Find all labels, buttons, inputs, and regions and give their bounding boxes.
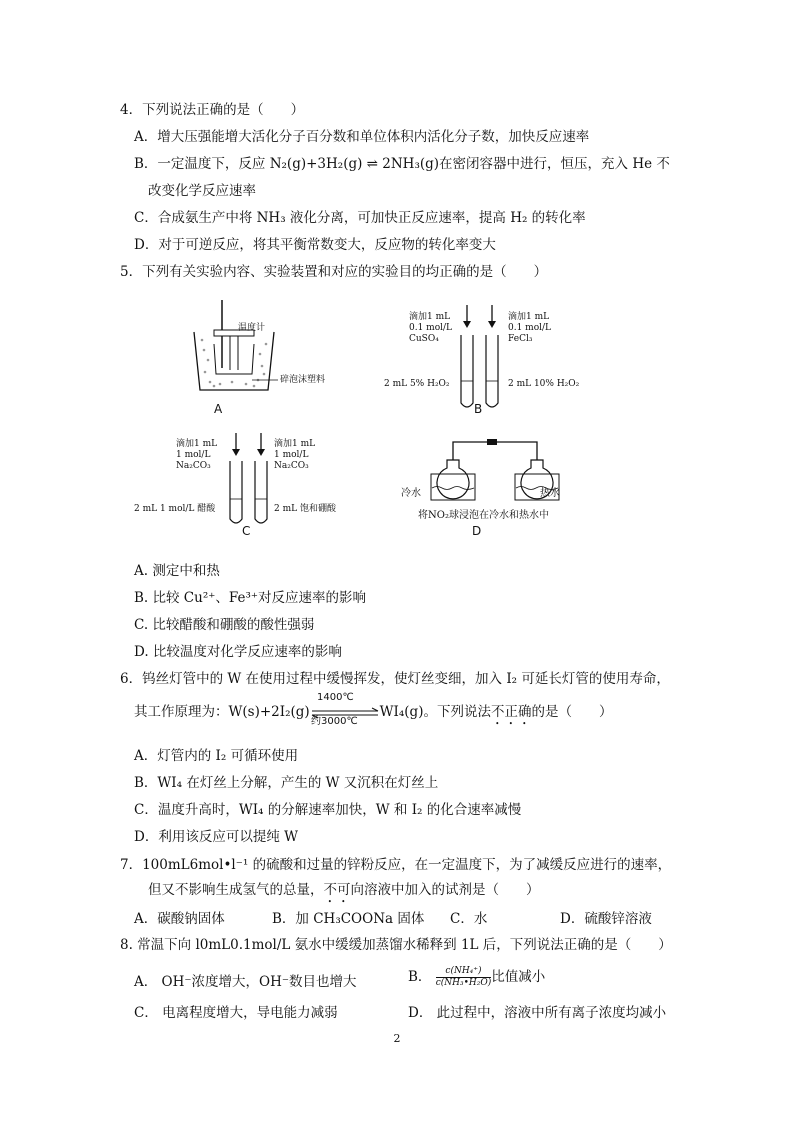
q7-stem-post: 向溶液中加入的试剂是（ ） [350, 882, 540, 898]
figure-d-caption: 将NO₂球浸泡在冷水和热水中 [418, 510, 549, 521]
figure-b-test-tubes [455, 305, 505, 415]
figure-c-left-solution: 2 mL 1 mol/L 醋酸 [134, 504, 216, 514]
figure-c-left-reagent: 滴加1 mL 1 mol/L Na₂CO₃ [176, 439, 218, 471]
q6-emphasis: 不正确 [490, 704, 532, 720]
q7-option-c: C．水 [450, 911, 488, 927]
q8-option-b [408, 966, 545, 989]
q6-stem-line2 [134, 703, 612, 728]
q6-option-c: C．温度升高时，WI₄ 的分解速率加快，W 和 I₂ 的化合速率减慢 [134, 802, 522, 818]
figure-c-label: C [242, 524, 251, 538]
q5-option-d: D. 比较温度对化学反应速率的影响 [134, 644, 342, 660]
q6-equation-left: 其工作原理为：W(s)+2I₂(g) [134, 704, 310, 720]
q6-equation-right: WI₄(g)。下列说法 [379, 704, 491, 720]
q4-option-c: C．合成氨生产中将 NH₃ 液化分离，可加快正反应速率，提高 H₂ 的转化率 [134, 210, 586, 226]
q6-stem-line1: 6．钨丝灯管中的 W 在使用过程中缓慢挥发，使灯丝变细，加入 I₂ 可延长灯管的使用寿命， [120, 671, 670, 687]
q6-option-a: A．灯管内的 I₂ 可循环使用 [134, 748, 299, 764]
q8-fraction-denominator: c(NH₃•H₂O) [435, 978, 492, 988]
figure-c-right-solution: 2 mL 饱和硼酸 [274, 504, 336, 514]
q8-stem: 8. 常温下向 l0mL0.1mol/L 氨水中缓缓加蒸馏水稀释到 1L 后，下列说法正确的是（ ） [120, 937, 672, 953]
q7-option-b: B．加 CH₃COONa 固体 [272, 911, 425, 927]
q8-option-b-text: 比值减小 [491, 969, 546, 985]
q6-condition-bottom: 约3000℃ [311, 716, 358, 727]
figure-b-label: B [474, 402, 483, 416]
q8-fraction [436, 966, 492, 989]
q8-option-d: D． 此过程中，溶液中所有离子浓度均减小 [408, 1005, 667, 1021]
figure-b-right-solution: 2 mL 10% H₂O₂ [508, 379, 580, 389]
figure-b-left-solution: 2 mL 5% H₂O₂ [384, 379, 450, 389]
figure-d-hot-water-label: 热水 [540, 488, 560, 499]
q7-option-d: D．硫酸锌溶液 [560, 911, 652, 927]
q4-option-b-line2: 改变化学反应速率 [148, 183, 256, 199]
q7-stem-line2 [148, 881, 540, 906]
q6-option-d: D．利用该反应可以提纯 W [134, 829, 298, 845]
q4-option-d: D．对于可逆反应，将其平衡常数变大，反应物的转化率变大 [134, 237, 496, 253]
q5-option-b: B. 比较 Cu²⁺、Fe³⁺对反应速率的影响 [134, 590, 367, 606]
figure-d-label: D [472, 524, 482, 538]
q7-stem-pre: 但又不影响生成氢气的总量， [148, 882, 324, 898]
figure-a-calorimeter [190, 300, 310, 410]
figure-b-left-reagent: 滴加1 mL 0.1 mol/L CuSO₄ [409, 312, 453, 344]
figure-c-test-tubes [224, 433, 274, 533]
figure-a-foam-label: 碎泡沫塑料 [280, 375, 326, 385]
figure-c-right-reagent: 滴加1 mL 1 mol/L Na₂CO₃ [274, 439, 316, 471]
q4-option-a: A．增大压强能增大活化分子百分数和单位体积内活化分子数，加快反应速率 [134, 129, 590, 145]
q6-option-b: B．WI₄ 在灯丝上分解，产生的 W 又沉积在灯丝上 [134, 775, 439, 791]
q6-condition-top: 1400℃ [317, 692, 354, 703]
q4-option-b-line1: B．一定温度下，反应 N₂(g)+3H₂(g) ⇌ 2NH₃(g)在密闭容器中进行，恒压，充入 He 不 [134, 156, 670, 172]
q8-fraction-numerator: c(NH₄⁺) [436, 966, 492, 978]
q4-stem: 4．下列说法正确的是（ ） [120, 102, 305, 118]
q6-stem-end: 的是（ ） [531, 704, 613, 720]
q7-emphasis: 不可 [323, 882, 351, 898]
figure-d-cold-water-label: 冷水 [401, 488, 421, 499]
q8-option-c: C． 电离程度增大，导电能力减弱 [134, 1005, 338, 1021]
q7-stem-line1: 7．100mL6mol•l⁻¹ 的硫酸和过量的锌粉反应，在一定温度下，为了减缓反应进行的速率， [120, 857, 672, 873]
q8-option-b-letter: B． [408, 969, 432, 985]
q5-option-a: A. 测定中和热 [134, 563, 220, 579]
figure-a-thermometer-label: 温度计 [238, 323, 266, 333]
figure-a-label: A [214, 402, 223, 416]
page-number: 2 [393, 1032, 401, 1045]
q5-option-c: C. 比较醋酸和硼酸的酸性强弱 [134, 617, 315, 633]
q5-stem: 5．下列有关实验内容、实验装置和对应的实验目的均正确的是（ ） [120, 264, 548, 280]
q7-option-a: A．碳酸钠固体 [134, 911, 225, 927]
q8-option-a: A． OH⁻浓度增大，OH⁻数目也增大 [134, 974, 357, 990]
figure-b-right-reagent: 滴加1 mL 0.1 mol/L FeCl₃ [508, 312, 552, 344]
